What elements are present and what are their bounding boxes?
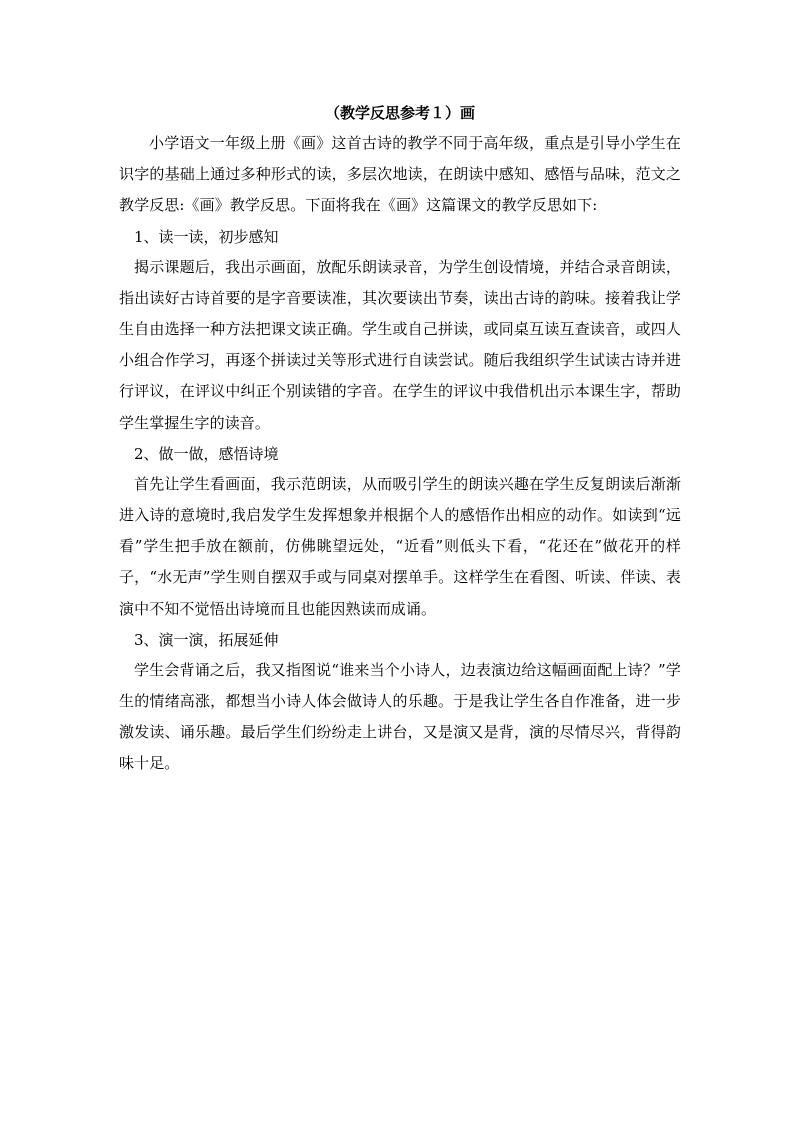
section-body-3: 学生会背诵之后，我又指图说“谁来当个小诗人，边表演边给这幅画面配上诗？”学生的情绪高涨，都想当小诗人体会做诗人的乐趣。于是我让学生各自作准备，进一步激发读、诵乐趣。最后学生们纷纷走上讲台，又是演又是背，演的尽情尽兴，背得韵味十足。 <box>119 660 681 773</box>
section-heading-2: 2、做一做，感悟诗境 <box>134 444 279 463</box>
intro-paragraph: 小学语文一年级上册《画》这首古诗的教学不同于高年级，重点是引导小学生在识字的基础上通过多种形式的读，多层次地读，在朗读中感知、感悟与品味，范文之教学反思:《画》教学反思。下面将我在《画》这篇课文的教学反思如下: <box>119 134 681 215</box>
section-body-1: 揭示课题后，我出示画面，放配乐朗读录音，为学生创设情境，并结合录音朗读，指出读好古诗首要的是字音要读准，其次要读出节奏，读出古诗的韵味。接着我让学生自由选择一种方法把课文读正确。学生或自己拼读，或同桌互读互查读音，或四人小组合作学习，再逐个拼读过关等形式进行自读尝试。随后我组织学生试读古诗并进行评议，在评议中纠正个别读错的字音。在学生的评议中我借机出示本课生字，帮助学生掌握生字的读音。 <box>119 257 681 432</box>
document-body <box>119 98 681 780</box>
section-heading-3: 3、演一演，拓展延伸 <box>134 630 279 649</box>
section-body-2: 首先让学生看画面，我示范朗读，从而吸引学生的朗读兴趣在学生反复朗读后渐渐进入诗的意境时,我启发学生发挥想象并根据个人的感悟作出相应的动作。如读到“远看”学生把手放在额前，仿佛眺望远处，“近看”则低头下看，“花还在”做花开的样子，“水无声”学生则自摆双手或与同桌对摆单手。这样学生在看图、听读、伴读、表演中不知不觉悟出诗境而且也能因熟读而成诵。 <box>119 474 681 618</box>
section-heading-1: 1、读一读，初步感知 <box>134 227 279 246</box>
document-title: （教学反思参考１）画 <box>324 104 475 122</box>
